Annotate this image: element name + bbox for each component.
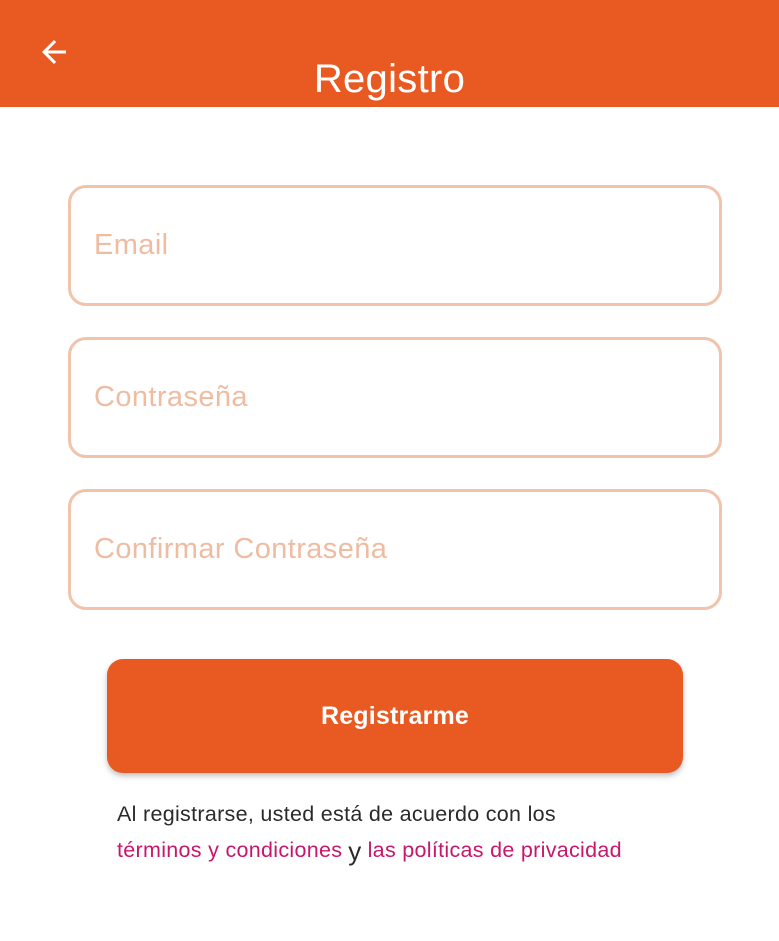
page-title: Registro: [313, 56, 466, 101]
legal-intro-text: Al registrarse, usted está de acuerdo con los: [117, 802, 556, 826]
email-field[interactable]: [68, 185, 722, 306]
privacy-policy-link[interactable]: las políticas de privacidad: [367, 838, 622, 862]
legal-notice: [117, 797, 717, 867]
register-button[interactable]: Registrarme: [107, 659, 683, 773]
legal-links-line: [117, 831, 717, 867]
terms-link[interactable]: términos y condiciones: [117, 838, 343, 862]
legal-connector-text: y: [348, 836, 362, 866]
confirm-password-field[interactable]: [68, 489, 722, 610]
password-input[interactable]: [92, 340, 698, 455]
email-input[interactable]: [92, 188, 698, 303]
password-field[interactable]: [68, 337, 722, 458]
confirm-password-input[interactable]: [92, 492, 698, 607]
app-bar: [0, 0, 779, 107]
